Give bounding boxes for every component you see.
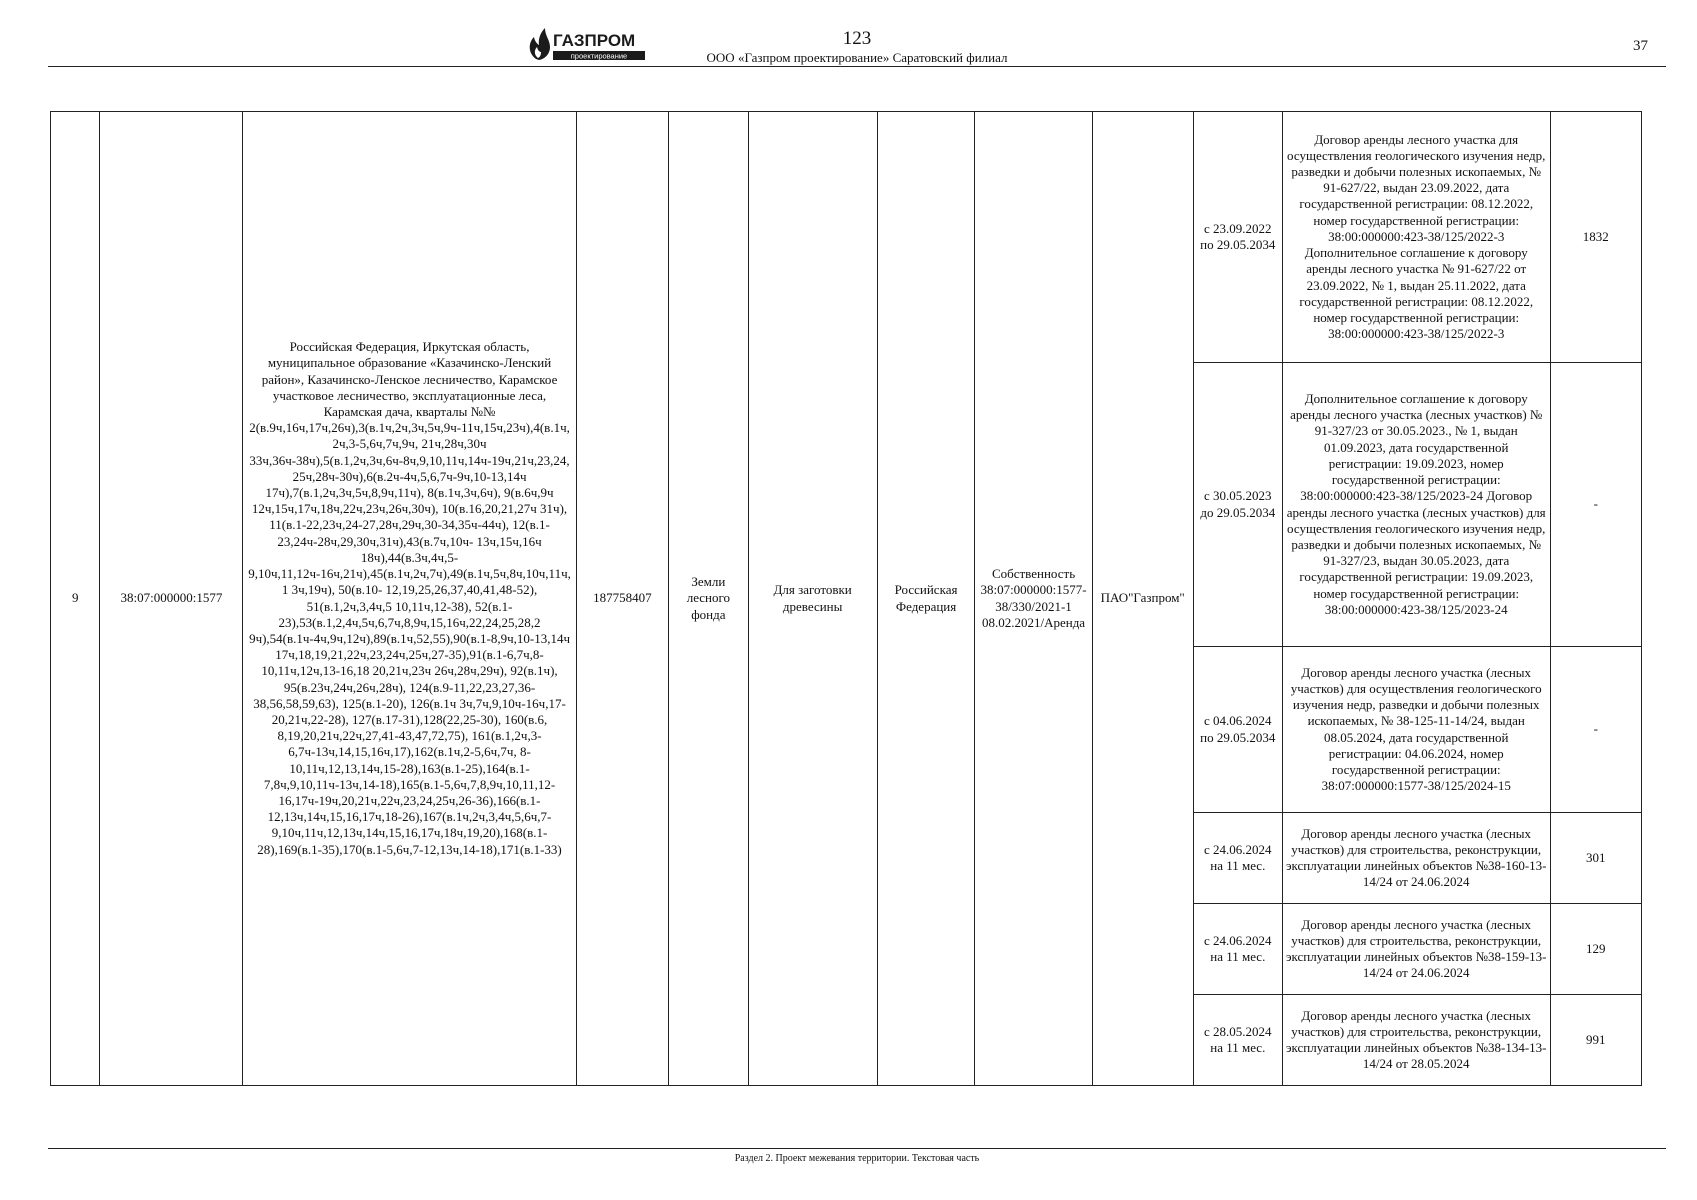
encumbrance-period: с 28.05.2024 на 11 мес. xyxy=(1193,995,1282,1086)
encumbrance-document: Договор аренды лесного участка (лесных участков) для осуществления геологического изучения недр, разведки и добычи полезных ископаемых, № 38-125-11-14/24, выдан 08.05.2024, дата государственной регистрации: 04.06.2024, номер государственной регистрации: 38:07:000000:1577-38/125/2024-15 xyxy=(1282,647,1550,813)
encumbrance-area: 1832 xyxy=(1550,112,1641,363)
page-number-right: 37 xyxy=(1633,38,1648,54)
encumbrance-document: Дополнительное соглашение к договору аренды лесного участка (лесных участков) № 91-327/23 от 30.05.2023., № 1, выдан 01.09.2023, дата государственной регистрации: 19.09.2023, номер государственной регистрации: 38:00:000000:423-38/125/2023-24 Договор аренды лесного участка (лесных участков) для осуществления геологического изучения недр, разведки и добычи полезных ископаемых, № 91-327/23, выдан 30.05.2023, дата государственной регистрации: 19.09.2023, номер государственной регистрации: 38:00:000000:423-38/125/2023-24 xyxy=(1282,363,1550,647)
page-header xyxy=(48,24,1666,67)
encumbrance-document: Договор аренды лесного участка (лесных участков) для строительства, реконструкции, эксплуатации линейных объектов №38-160-13-14/24 от 24.06.2024 xyxy=(1282,813,1550,904)
svg-text:проектирование: проектирование xyxy=(570,51,628,61)
right-cell: Собственность 38:07:000000:1577-38/330/2021-1 08.02.2021/Аренда xyxy=(975,112,1092,1086)
land-plot-table xyxy=(50,111,1642,1086)
encumbrance-period: с 30.05.2023 до 29.05.2034 xyxy=(1193,363,1282,647)
svg-text:ГАЗПРОМ: ГАЗПРОМ xyxy=(553,31,636,50)
encumbrance-period: с 04.06.2024 по 29.05.2034 xyxy=(1193,647,1282,813)
footer-text: Раздел 2. Проект межевания территории. Текстовая часть xyxy=(734,1153,980,1164)
page-footer xyxy=(48,1148,1666,1164)
encumbrance-document: Договор аренды лесного участка для осуществления геологического изучения недр, разведки и добычи полезных ископаемых, № 91-627/22, выдан 23.09.2022, дата государственной регистрации: 08.12.2022, номер государственной регистрации: 38:00:000000:423-38/125/2022-3 Дополнительное соглашение к договору аренды лесного участка № 91-627/22 от 23.09.2022, № 1, выдан 25.11.2022, дата государственной регистрации: 08.12.2022, номер государственной регистрации: 38:00:000000:423-38/125/2022-3 xyxy=(1282,112,1550,363)
owner-cell: Российская Федерация xyxy=(877,112,975,1086)
holder-cell: ПАО"Газпром" xyxy=(1092,112,1193,1086)
address-text: Российская Федерация, Иркутская область, муниципальное образование «Казачинско-Ленский район», Казачинско-Ленское лесничество, Карамское участковое лесничество, эксплуатационные леса, Карамская дача, кварталы №№ 2(в.9ч,16ч,17ч,26ч),3(в.1ч,2ч,3ч,5ч,9ч-11ч,15ч,23ч),4(в.1ч,2ч,3-5,6ч,7ч,9ч, 21ч,28ч,30ч 33ч,36ч-38ч),5(в.1,2ч,3ч,6ч-8ч,9,10,11ч,14ч-19ч,21ч,23,24,25ч,28ч-30ч),6(в.2ч-4ч,5,6,7ч-9ч,10-13,14ч 17ч),7(в.1,2ч,3ч,5ч,8,9ч,11ч), 8(в.1ч,3ч,6ч), 9(в.6ч,9ч 12ч,15ч,17ч,18ч,22ч,23ч,26ч,30ч), 10(в.16,20,21,27ч 31ч), 11(в.1-22,23ч,24-27,28ч,29ч,30-34,35ч-44ч), 12(в.1-23,24ч-28ч,29,30ч,31ч),43(в.7ч,10ч- 13ч,15ч,16ч 18ч),44(в.3ч,4ч,5-9,10ч,11,12ч-16ч,21ч),45(в.1ч,2ч,7ч),49(в.1ч,5ч,8ч,10ч,11ч,1 3ч,19ч), 50(в.10- 12,19,25,26,37,40,41,48-52), 51(в.1,2ч,3,4ч,5 10,11ч,12-38), 52(в.1-23),53(в.1,2,4ч,5ч,6,7ч,8,9ч,15,16ч,22,24,25,28,2 9ч),54(в.1ч-4ч,9ч,12ч),89(в.1ч,52,55),90(в.1-8,9ч,10-13,14ч 17ч,18,19,21,22ч,23,24ч,25ч,27-35),91(в.1-6,7ч,8-10,11ч,12ч,13-16,18 20,21ч,23ч 26ч,28ч,29ч), 92(в.1ч), 95(в.23ч,24ч,26ч,28ч), 124(в.9-11,22,23,27,36-38,56,58,59,63), 125(в.1-20), 126(в.1ч 3ч,7ч,9,10ч-16ч,17-20,21ч,22-28), 127(в.17-31),128(22,25-30), 160(в.6, 8,19,20,21ч,22ч,27,41-43,47,72,75), 161(в.1,2ч,3-6,7ч-13ч,14,15,16ч,17),162(в.1ч,2-5,6ч,7ч, 8-10,11ч,12,13,14ч,15-28),163(в.1-25),164(в.1-7,8ч,9,10,11ч-13ч,14-18),165(в.1-5,6ч,7,8,9ч,10,11,12-16,17ч-19ч,20,21ч,22ч,23,24,25ч,26-36),166(в.1- 12,13ч,14ч,15,16,17ч,18-26),167(в.1ч,2ч,3,4ч,5,6ч,7-9,10ч,11ч,12,13ч,14ч,15,16,17ч,18ч,19,20),168(в.1-28),169(в.1-35),170(в.1-5,6ч,7-12,13ч,14-18),171(в.1-33) xyxy=(248,339,571,857)
row-number: 9 xyxy=(51,112,100,1086)
area-cell: 187758407 xyxy=(576,112,668,1086)
encumbrance-period: с 24.06.2024 на 11 мес. xyxy=(1193,904,1282,995)
encumbrance-area: 991 xyxy=(1550,995,1641,1086)
page-number-center: 123 xyxy=(842,28,872,49)
encumbrance-area: 129 xyxy=(1550,904,1641,995)
company-name: ООО «Газпром проектирование» Саратовский филиал xyxy=(706,50,1008,65)
category-cell: Земли лесного фонда xyxy=(669,112,749,1086)
encumbrance-period: с 23.09.2022 по 29.05.2034 xyxy=(1193,112,1282,363)
encumbrance-area: - xyxy=(1550,363,1641,647)
permitted-use-cell: Для заготовки древесины xyxy=(748,112,877,1086)
encumbrance-document: Договор аренды лесного участка (лесных участков) для строительства, реконструкции, эксплуатации линейных объектов №38-134-13-14/24 от 28.05.2024 xyxy=(1282,995,1550,1086)
encumbrance-area: 301 xyxy=(1550,813,1641,904)
cadastral-number: 38:07:000000:1577 xyxy=(100,112,243,1086)
table-row xyxy=(51,112,1642,363)
address-cell xyxy=(243,112,576,1086)
encumbrance-document: Договор аренды лесного участка (лесных участков) для строительства, реконструкции, эксплуатации линейных объектов №38-159-13-14/24 от 24.06.2024 xyxy=(1282,904,1550,995)
encumbrance-period: с 24.06.2024 на 11 мес. xyxy=(1193,813,1282,904)
encumbrance-area: - xyxy=(1550,647,1641,813)
